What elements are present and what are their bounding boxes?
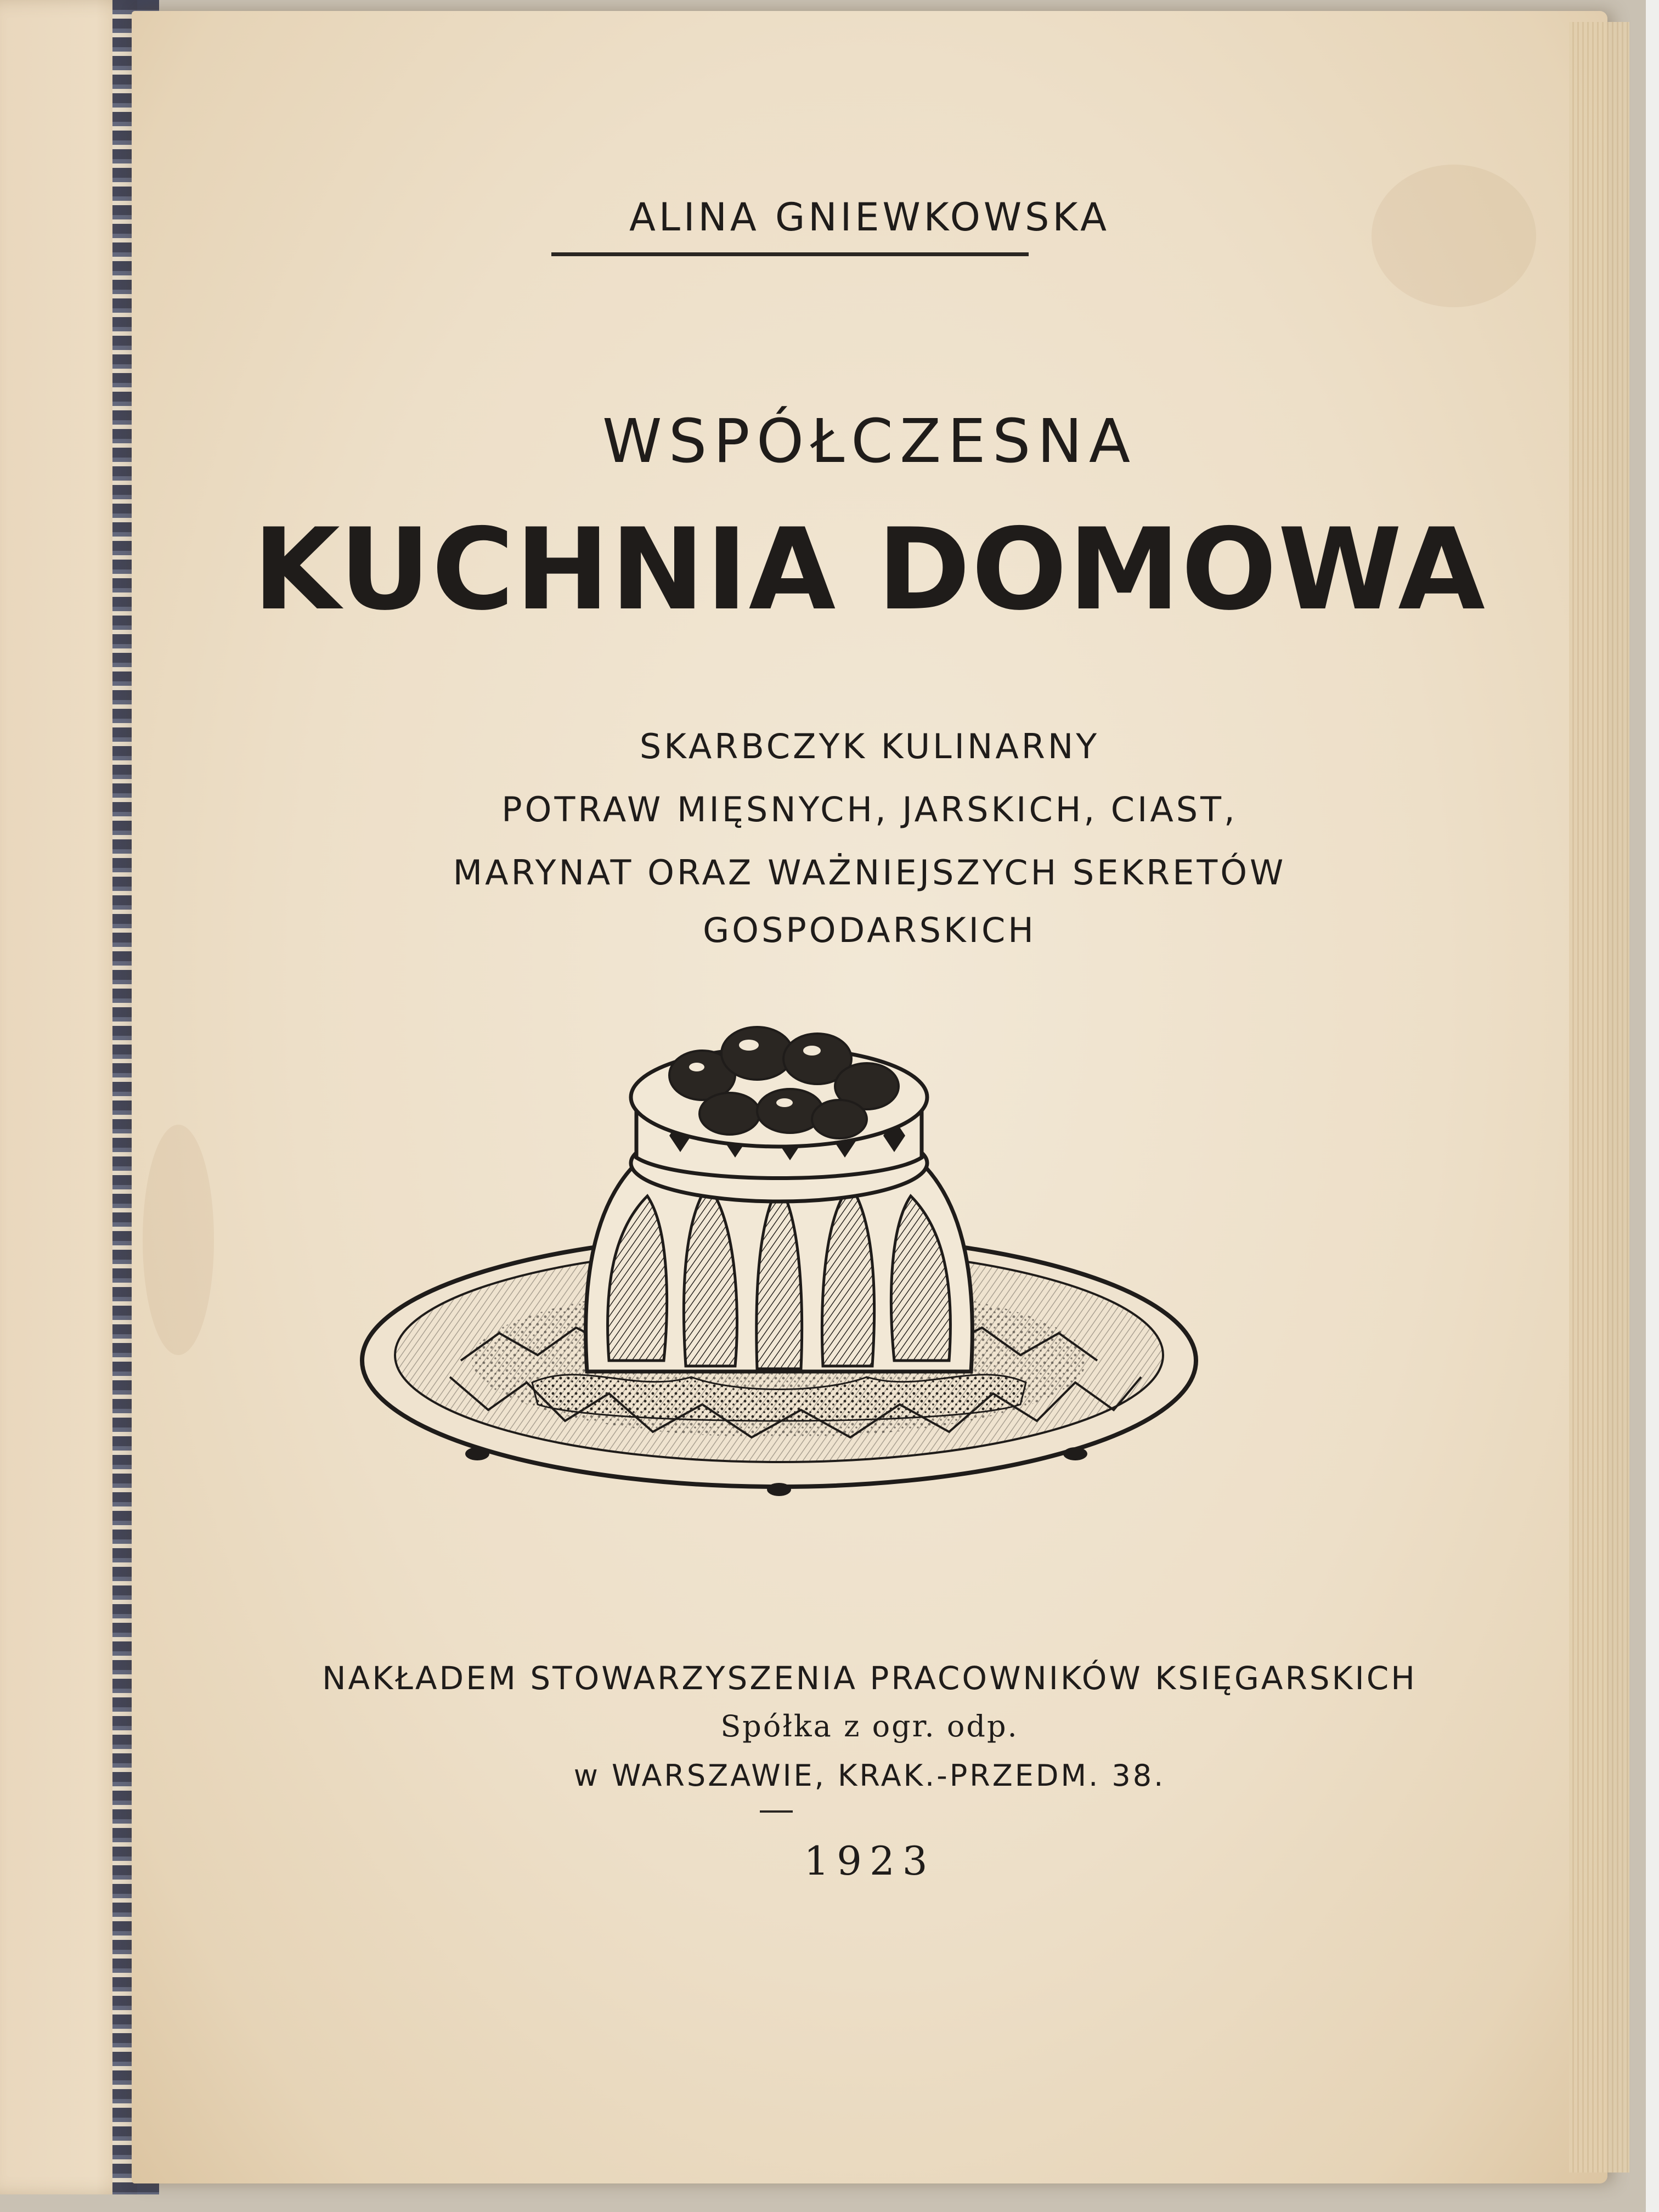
subtitle-line: MARYNAT ORAZ WAŻNIEJSZYCH SEKRETÓW bbox=[453, 853, 1286, 893]
publication-year: 1923 bbox=[804, 1838, 935, 1884]
author-name: ALINA GNIEWKOWSKA bbox=[629, 195, 1110, 240]
subtitle-line: POTRAW MIĘSNYCH, JARSKICH, CIAST, bbox=[501, 789, 1238, 830]
author-underline bbox=[551, 252, 1029, 256]
year-separator bbox=[760, 1810, 793, 1813]
title-line-2: KUCHNIA DOMOWA bbox=[253, 505, 1486, 635]
title-line-1: WSPÓŁCZESNA bbox=[602, 406, 1137, 476]
address-line: w WARSZAWIE, KRAK.-PRZEDM. 38. bbox=[573, 1758, 1166, 1793]
paper-stain bbox=[143, 1125, 214, 1355]
subtitle-line: SKARBCZYK KULINARNY bbox=[639, 726, 1100, 766]
company-line: Spółka z ogr. odp. bbox=[720, 1709, 1019, 1743]
subtitle-line: GOSPODARSKICH bbox=[703, 910, 1036, 950]
pudding-illustration bbox=[351, 977, 1207, 1553]
publisher-line: NAKŁADEM STOWARZYSZENIA PRACOWNIKÓW KSIĘGARSKICH bbox=[322, 1660, 1417, 1697]
pudding bbox=[532, 1027, 1026, 1421]
